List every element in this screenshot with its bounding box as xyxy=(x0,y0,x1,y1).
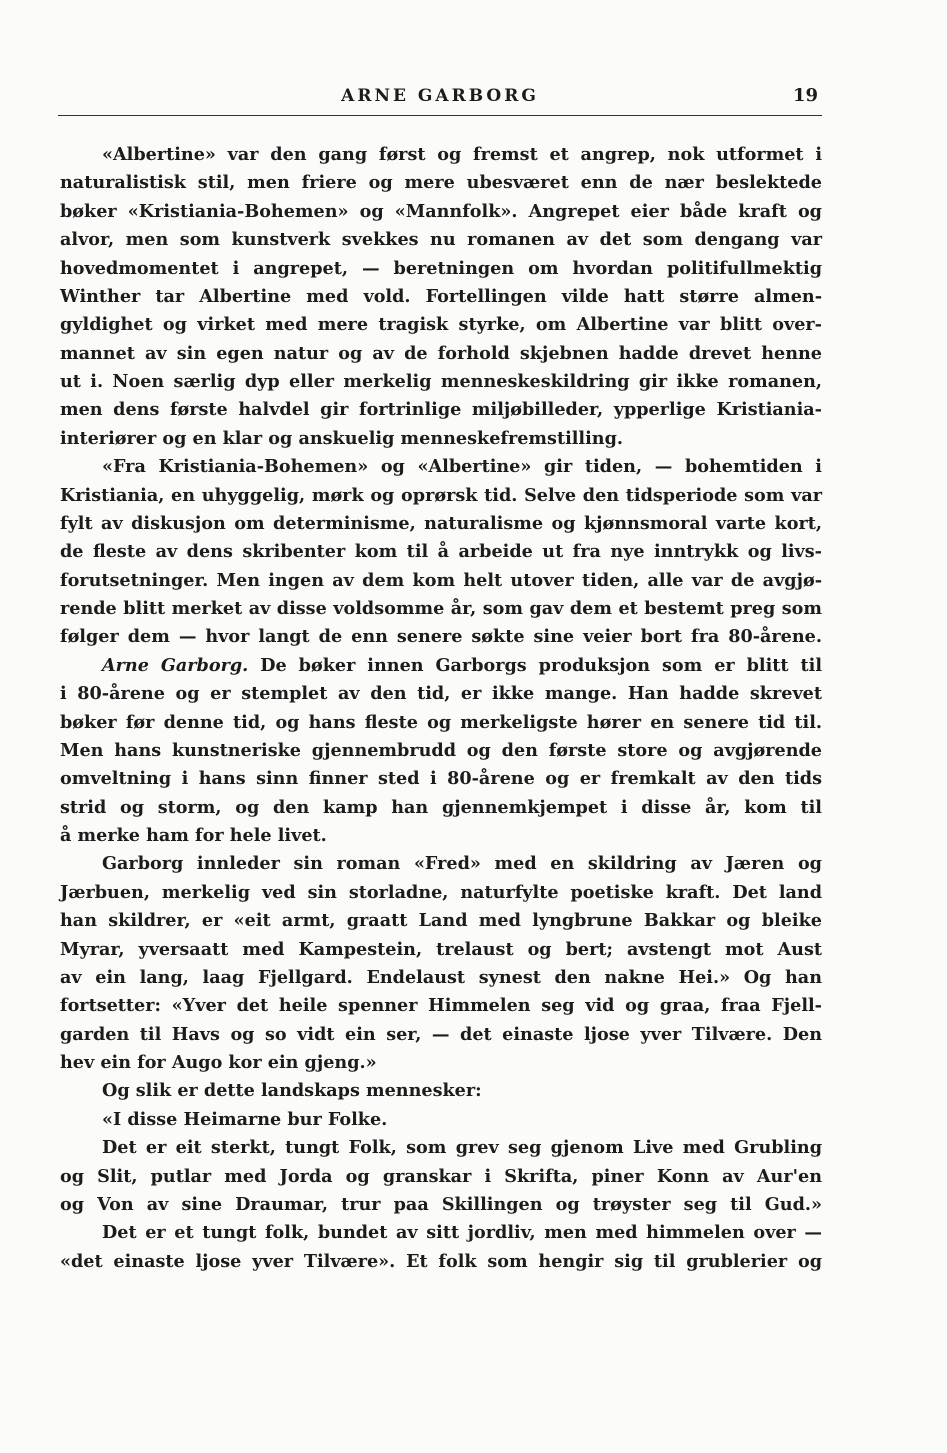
text-line xyxy=(60,822,822,850)
text-line xyxy=(60,737,822,765)
line-text: Garborg innleder sin roman «Fred» med en skildring av Jæren og xyxy=(102,853,822,875)
text-line xyxy=(60,198,822,226)
line-text: «Fra Kristiania-Bohemen» og «Albertine» gir tiden, — bohemtiden i xyxy=(102,456,822,478)
italic-heading: Arne Garborg. xyxy=(102,654,249,676)
line-text: mannet av sin egen natur og av de forhold skjebnen hadde drevet henne xyxy=(60,342,822,364)
line-text: følger dem — hvor langt de enn senere søkte sine veier bort fra 80-årene. xyxy=(60,626,822,648)
line-text: ut i. Noen særlig dyp eller merkelig menneskeskildring gir ikke romanen, xyxy=(60,371,822,392)
text-line xyxy=(60,141,822,169)
header-rule xyxy=(58,115,822,116)
text-line xyxy=(60,879,822,907)
line-text: de fleste av dens skribenter kom til å arbeide ut fra nye inntrykk og livs- xyxy=(60,541,822,563)
line-text: forutsetninger. Men ingen av dem kom helt utover tiden, alle var de avgjø- xyxy=(60,569,822,591)
text-line xyxy=(60,709,822,737)
line-text: strid og storm, og den kamp han gjennemkjempet i disse år, kom til xyxy=(60,796,822,818)
text-line xyxy=(60,1134,822,1162)
text-line xyxy=(60,1163,822,1191)
line-text: hev ein for Augo kor ein gjeng.» xyxy=(60,1052,377,1073)
page-number: 19 xyxy=(792,85,818,106)
text-line xyxy=(60,368,822,396)
text-line xyxy=(60,1049,822,1077)
line-text: Jærbuen, merkelig ved sin storladne, naturfylte poetiske kraft. Det land xyxy=(60,881,822,903)
text-line xyxy=(60,595,822,623)
line-text: Men hans kunstneriske gjennembrudd og den første store og avgjørende xyxy=(60,739,822,761)
text-line xyxy=(60,1077,822,1105)
line-text: Det er et tungt folk, bundet av sitt jordliv, men med himmelen over — xyxy=(102,1222,822,1244)
line-text: garden til Havs og so vidt ein ser, — det einaste ljose yver Tilvære. Den xyxy=(60,1023,822,1045)
line-text: bøker før denne tid, og hans fleste og merkeligste hører en senere tid til. xyxy=(60,711,822,733)
line-text: hovedmomentet i angrepet, — beretningen om hvordan politifullmektig xyxy=(60,257,822,279)
text-line xyxy=(60,623,822,651)
line-text: omveltning i hans sinn finner sted i 80-årene og er fremkalt av den tids xyxy=(60,768,822,790)
line-text: Kristiania, en uhyggelig, mørk og oprørsk tid. Selve den tidsperiode som var xyxy=(60,484,822,506)
line-text: interiører og en klar og anskuelig menneskefremstilling. xyxy=(60,427,624,449)
text-line xyxy=(60,453,822,481)
line-text: alvor, men som kunstverk svekkes nu romanen av det som dengang var xyxy=(60,229,822,251)
text-line xyxy=(60,652,822,680)
text-line xyxy=(60,311,822,339)
line-text: i 80-årene og er stemplet av den tid, er ikke mange. Han hadde skrevet xyxy=(60,683,822,705)
text-line xyxy=(60,340,822,368)
text-line xyxy=(60,1106,822,1134)
text-line xyxy=(60,794,822,822)
line-text: «Albertine» var den gang først og fremst et angrep, nok utformet i xyxy=(102,144,822,165)
line-text: «I disse Heimarne bur Folke. xyxy=(102,1108,388,1130)
line-text: rende blitt merket av disse voldsomme år, som gav dem et bestemt preg som xyxy=(60,598,822,619)
text-line xyxy=(60,992,822,1020)
text-line xyxy=(60,226,822,254)
line-text: han skildrer, er «eit armt, graatt Land med lyngbrune Bakkar og bleike xyxy=(60,910,822,932)
line-text: «det einaste ljose yver Tilvære». Et folk som hengir sig til grublerier og xyxy=(60,1250,822,1272)
line-text: Myrar, yversaatt med Kampestein, trelaust og bert; avstengt mot Aust xyxy=(60,938,822,960)
text-line xyxy=(60,765,822,793)
line-text: og Slit, putlar med Jorda og granskar i Skrifta, piner Konn av Aur'en xyxy=(60,1165,822,1187)
line-text: fylt av diskusjon om determinisme, naturalisme og kjønnsmoral varte kort, xyxy=(60,512,822,534)
page-header xyxy=(58,84,822,114)
text-line xyxy=(60,1021,822,1049)
line-text: bøker «Kristiania-Bohemen» og «Mannfolk». Angrepet eier både kraft og xyxy=(60,200,822,222)
text-line xyxy=(60,680,822,708)
text-line xyxy=(60,1219,822,1247)
line-text: fortsetter: «Yver det heile spenner Himmelen seg vid og graa, fraa Fjell- xyxy=(60,995,822,1017)
text-line xyxy=(60,169,822,197)
text-line xyxy=(60,482,822,510)
text-line xyxy=(60,1191,822,1219)
text-line xyxy=(60,425,822,453)
line-text: gyldighet og virket med mere tragisk styrke, om Albertine var blitt over- xyxy=(60,314,822,336)
text-line xyxy=(60,964,822,992)
line-text: og Von av sine Draumar, trur paa Skillingen og trøyster seg til Gud.» xyxy=(60,1193,822,1215)
text-line xyxy=(60,255,822,283)
text-line xyxy=(60,907,822,935)
line-text: naturalistisk stil, men friere og mere ubesværet enn de nær beslektede xyxy=(60,172,822,194)
line-text: Det er eit sterkt, tungt Folk, som grev seg gjenom Live med Grubling xyxy=(102,1137,822,1159)
text-line xyxy=(60,936,822,964)
line-text: men dens første halvdel gir fortrinlige miljøbilleder, ypperlige Kristiania- xyxy=(60,399,822,421)
text-line xyxy=(60,538,822,566)
line-text: Winther tar Albertine med vold. Fortellingen vilde hatt større almen- xyxy=(60,285,822,307)
text-line xyxy=(60,510,822,538)
line-text: Og slik er dette landskaps mennesker: xyxy=(102,1080,482,1102)
text-line xyxy=(60,283,822,311)
running-title: ARNE GARBORG xyxy=(341,86,539,106)
line-text: av ein lang, laag Fjellgard. Endelaust synest den nakne Hei.» Og han xyxy=(60,966,822,988)
text-line xyxy=(60,850,822,878)
text-line xyxy=(60,396,822,424)
line-text: De bøker innen Garborgs produksjon som er blitt til xyxy=(248,654,822,676)
body-text xyxy=(60,141,822,1276)
text-line xyxy=(60,567,822,595)
text-line xyxy=(60,1248,822,1276)
line-text: å merke ham for hele livet. xyxy=(60,825,327,846)
